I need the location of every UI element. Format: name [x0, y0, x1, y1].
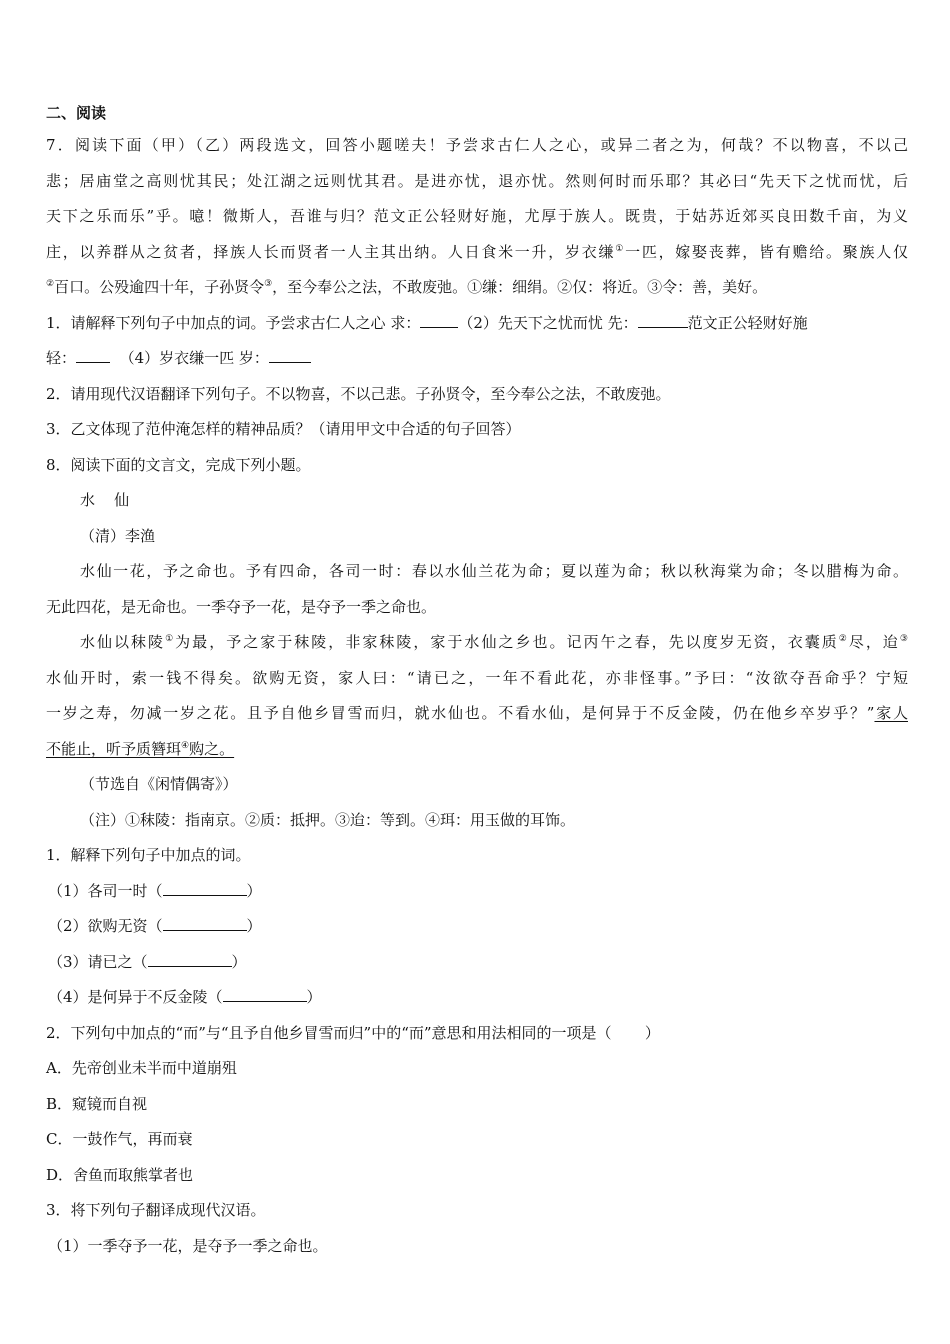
text-span: 庄，以养群从之贫者，择族人长而贤者一人主其出纳。人日食米一升，岁衣缣: [46, 242, 616, 261]
footnote-marker: ①: [615, 243, 626, 254]
section-heading: 二、阅读: [46, 104, 107, 122]
footnote-marker: ②: [838, 634, 849, 644]
answer-blank[interactable]: [163, 916, 247, 931]
text-span: ，至今奉公之法，不敢废弛。①缣：细绢。②仅：将近。③令：善，美好。: [272, 278, 768, 296]
q8-passage-line: [46, 625, 908, 661]
footnote-marker: ③: [264, 279, 273, 289]
answer-blank[interactable]: [420, 313, 458, 328]
q8-sub2: 2．下列句中加点的“而”与“且予自他乡冒雪而归”中的“而”意思和用法相同的一项是（ ）: [46, 1023, 660, 1042]
q7-passage-line: [46, 235, 908, 271]
q8-passage-line: [46, 696, 908, 732]
footnote-marker: ②: [46, 279, 55, 289]
q8-option-b: B．窥镜而自视: [46, 1094, 148, 1113]
q8-sub3: 3．将下列句子翻译成现代汉语。: [46, 1201, 266, 1219]
q8-author: （清）李渔: [80, 526, 156, 545]
q8-option-c: C．一鼓作气，再而衰: [46, 1130, 193, 1148]
answer-blank[interactable]: [76, 348, 110, 363]
q8-sub1-item: [46, 874, 908, 910]
footnote-marker: ③: [899, 634, 908, 644]
q8-sub1: 1．解释下列句子中加点的词。: [46, 846, 251, 864]
answer-blank[interactable]: [223, 987, 307, 1002]
text-span: 一匹，嫁娶丧葬，皆有赡给。聚族人仅: [625, 242, 908, 261]
answer-blank[interactable]: [269, 348, 311, 363]
footnote-marker: ④: [181, 740, 190, 751]
answer-blank[interactable]: [148, 952, 232, 967]
q8-passage-line: [46, 732, 908, 768]
q8-intro: 8．阅读下面的文言文，完成下列小题。: [46, 455, 311, 474]
q8-poem-title: 水 仙: [80, 491, 130, 509]
q8-sub1-item: [46, 980, 908, 1016]
text-span: （2）欲购无资（: [48, 917, 163, 935]
underlined-text: [46, 740, 234, 758]
text-span: 1．请解释下列句子中加点的词。予尝求古仁人之心 求：: [46, 313, 421, 332]
q8-passage-line: 水仙一花，予之命也。予有四命，各司一时：春以水仙兰花为命；夏以莲为命；秋以秋海棠为命；冬以腊梅为命。: [80, 562, 908, 580]
q7-passage-line: 天下之乐而乐”乎。噫！微斯人，吾谁与归？范文正公轻财好施，尤厚于族人。既贵，于姑苏近郊买良田数千亩，为义: [46, 207, 908, 225]
q7-passage-line: [46, 270, 908, 306]
q8-option-a: A．先帝创业未半而中道崩殂: [46, 1059, 237, 1077]
footnote-marker: ①: [165, 634, 176, 644]
text-span: （4）是何异于不反金陵（: [48, 988, 223, 1006]
text-span: （3）请已之（: [48, 952, 148, 971]
text-span: ）: [306, 988, 322, 1006]
text-span: 为最，予之家于秣陵，非家秣陵，家于水仙之乡也。记丙午之春，先以度岁无资，衣囊质: [175, 633, 839, 651]
text-span: （2）先天下之忧而忧 先：: [458, 313, 638, 332]
text-span: 轻：: [46, 349, 77, 367]
text-span: ）: [231, 952, 247, 971]
q8-notes: （注）①秣陵：指南京。②质：抵押。③迨：等到。④珥：用玉做的耳饰。: [80, 810, 576, 829]
text-span: （1）各司一时（: [48, 881, 163, 900]
document-page: [46, 98, 908, 1264]
text-span: （4）岁衣缣一匹 岁：: [119, 349, 269, 367]
q7-sub1-line: [46, 341, 908, 377]
text-span: 百口。公殁逾四十年，子孙贤令: [54, 278, 265, 296]
text-span: 水仙以秣陵: [80, 633, 166, 651]
answer-blank[interactable]: [638, 313, 688, 328]
q8-sub1-item: [46, 945, 908, 981]
q7-sub3: 3．乙文体现了范仲淹怎样的精神品质？（请用甲文中合适的句子回答）: [46, 420, 521, 438]
q8-passage-line: 无此四花，是无命也。一季夺予一花，是夺予一季之命也。: [46, 597, 437, 616]
text-span: 尽，迨: [848, 633, 900, 651]
underlined-text: 家人: [874, 704, 908, 722]
q8-passage-line: 水仙开时，索一钱不得矣。欲购无资，家人曰：“请已之，一年不看此花，亦非怪事。”予曰：“汝欲夺吾命乎？宁短: [46, 668, 908, 687]
text-span: 一岁之寿，勿减一岁之花。且予自他乡冒雪而归，就水仙也。不看水仙，是何异于不反金陵，仍在他乡卒岁乎？”: [46, 704, 875, 722]
text-span: 范文正公轻财好施: [687, 313, 808, 332]
q7-sub2: 2．请用现代汉语翻译下列句子。不以物喜，不以己悲。子孙贤令，至今奉公之法，不敢废弛。: [46, 384, 671, 403]
answer-blank[interactable]: [163, 881, 247, 896]
q8-sub3-item: （1）一季夺予一花，是夺予一季之命也。: [48, 1236, 328, 1255]
q8-option-d: D．舍鱼而取熊掌者也: [46, 1165, 194, 1184]
text-span: 不能止，听予质簪珥: [46, 739, 182, 758]
q7-passage-line: 悲；居庙堂之高则忧其民；处江湖之远则忧其君。是进亦忧，退亦忧。然则何时而乐耶？其必曰“先天下之忧而忧，后: [46, 171, 908, 190]
text-span: 购之。: [189, 739, 235, 758]
text-span: ）: [246, 881, 262, 900]
q7-sub1-line: [46, 306, 908, 342]
text-span: ）: [246, 917, 262, 935]
q8-source: （节选自《闲情偶寄》）: [80, 775, 238, 793]
q8-sub1-item: [46, 909, 908, 945]
q7-passage-line: 7．阅读下面（甲）（乙）两段选文，回答小题嗟夫！予尝求古仁人之心，或异二者之为，何哉？不以物喜，不以己: [46, 136, 908, 154]
